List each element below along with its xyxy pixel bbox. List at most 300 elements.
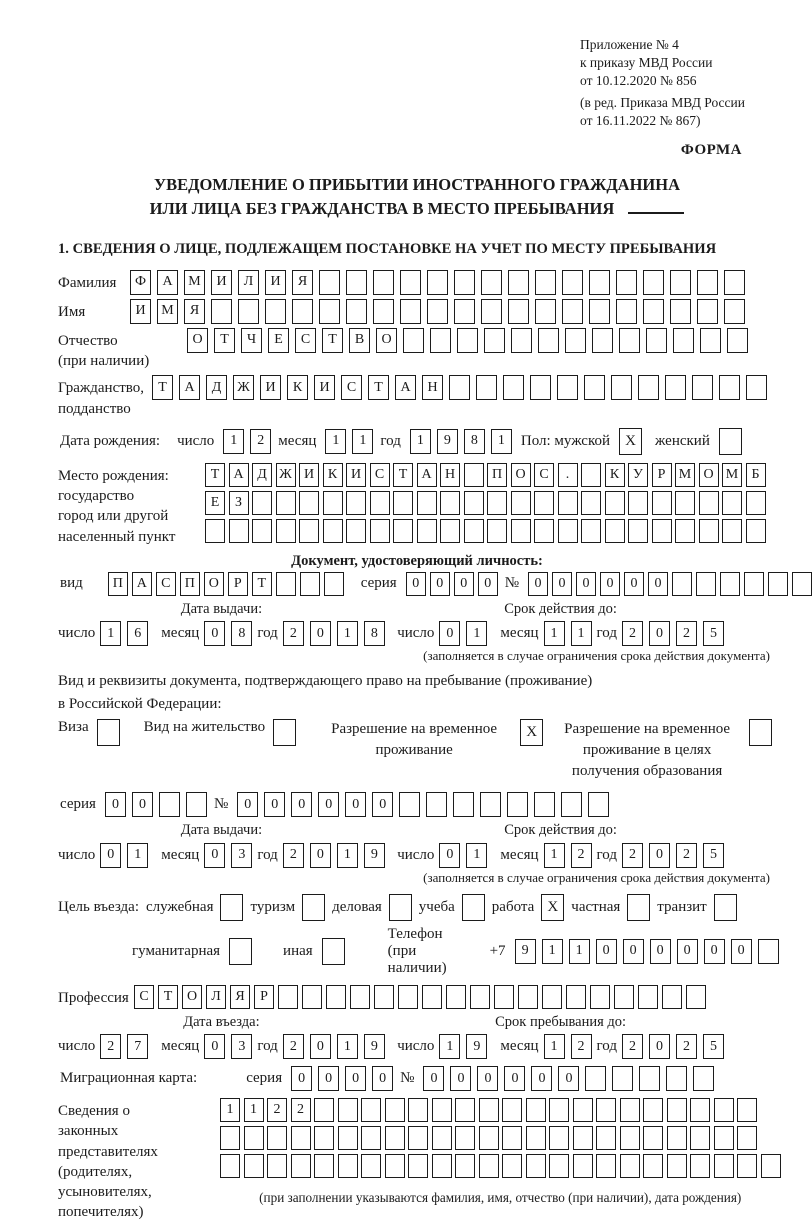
given-name-char-box[interactable] xyxy=(211,299,232,324)
migration-number-box[interactable] xyxy=(693,1066,714,1091)
sex-female-box[interactable] xyxy=(719,428,742,455)
birth-place-char-box[interactable]: . xyxy=(558,463,578,487)
phone-digit-box[interactable]: 0 xyxy=(596,939,617,964)
profession-char-box[interactable]: Т xyxy=(158,985,178,1009)
patronymic-char-box[interactable] xyxy=(538,328,559,353)
phone-digit-box[interactable]: 0 xyxy=(677,939,698,964)
birth-place-char-box[interactable] xyxy=(558,491,578,515)
issue-year-box[interactable]: 8 xyxy=(364,621,385,646)
citizenship-char-box[interactable] xyxy=(503,375,524,400)
birth-place-char-box[interactable] xyxy=(323,491,343,515)
doc-kind-char-box[interactable]: Р xyxy=(228,572,248,596)
representatives-char-box[interactable] xyxy=(620,1126,640,1150)
profession-char-box[interactable] xyxy=(350,985,370,1009)
birth-place-char-box[interactable] xyxy=(252,491,272,515)
residence-number-box[interactable]: 0 xyxy=(237,792,258,817)
representatives-char-box[interactable] xyxy=(502,1098,522,1122)
surname-char-box[interactable] xyxy=(697,270,718,295)
birth-place-char-box[interactable] xyxy=(346,491,366,515)
birth-place-char-box[interactable] xyxy=(511,491,531,515)
surname-char-box[interactable] xyxy=(319,270,340,295)
valid-year-box[interactable]: 2 xyxy=(622,621,643,646)
birth-place-char-box[interactable] xyxy=(628,519,648,543)
residence-valid-month-box[interactable]: 2 xyxy=(571,843,592,868)
residence-valid-year-box[interactable]: 5 xyxy=(703,843,724,868)
residence-number-box[interactable]: 0 xyxy=(264,792,285,817)
entry-year-box[interactable]: 9 xyxy=(364,1034,385,1059)
migration-number-box[interactable]: 0 xyxy=(477,1066,498,1091)
migration-number-box[interactable] xyxy=(585,1066,606,1091)
birth-place-char-box[interactable]: У xyxy=(628,463,648,487)
representatives-char-box[interactable] xyxy=(737,1098,757,1122)
representatives-char-box[interactable] xyxy=(455,1126,475,1150)
entry-month-box[interactable]: 3 xyxy=(231,1034,252,1059)
birth-place-char-box[interactable]: Р xyxy=(652,463,672,487)
given-name-char-box[interactable]: Я xyxy=(184,299,205,324)
representatives-char-box[interactable] xyxy=(502,1154,522,1178)
residence-number-box[interactable]: 0 xyxy=(345,792,366,817)
sex-male-box[interactable]: X xyxy=(619,428,642,455)
patronymic-char-box[interactable] xyxy=(403,328,424,353)
surname-char-box[interactable] xyxy=(481,270,502,295)
residence-permit-box[interactable] xyxy=(273,719,296,746)
given-name-char-box[interactable] xyxy=(373,299,394,324)
representatives-char-box[interactable] xyxy=(338,1126,358,1150)
temp-residence-edu-box[interactable] xyxy=(749,719,772,746)
representatives-char-box[interactable] xyxy=(314,1126,334,1150)
birth-place-char-box[interactable] xyxy=(276,519,296,543)
migration-number-box[interactable] xyxy=(666,1066,687,1091)
profession-char-box[interactable] xyxy=(278,985,298,1009)
birth-place-char-box[interactable] xyxy=(487,519,507,543)
doc-kind-char-box[interactable] xyxy=(324,572,344,596)
representatives-char-box[interactable] xyxy=(714,1154,734,1178)
birth-place-char-box[interactable]: А xyxy=(229,463,249,487)
representatives-char-box[interactable] xyxy=(596,1154,616,1178)
citizenship-char-box[interactable] xyxy=(638,375,659,400)
representatives-char-box[interactable] xyxy=(408,1154,428,1178)
stay-year-box[interactable]: 5 xyxy=(703,1034,724,1059)
residence-issue-year-box[interactable]: 2 xyxy=(283,843,304,868)
entry-year-box[interactable]: 2 xyxy=(283,1034,304,1059)
migration-series-box[interactable]: 0 xyxy=(291,1066,312,1091)
purpose-tourism-box[interactable] xyxy=(302,894,325,921)
representatives-char-box[interactable] xyxy=(620,1154,640,1178)
residence-number-box[interactable]: 0 xyxy=(372,792,393,817)
representatives-char-box[interactable] xyxy=(714,1098,734,1122)
doc-number-box[interactable] xyxy=(792,572,812,596)
birth-place-char-box[interactable]: Д xyxy=(252,463,272,487)
representatives-char-box[interactable] xyxy=(667,1126,687,1150)
representatives-char-box[interactable] xyxy=(620,1098,640,1122)
residence-number-box[interactable] xyxy=(480,792,501,817)
issue-year-box[interactable]: 0 xyxy=(310,621,331,646)
citizenship-char-box[interactable] xyxy=(719,375,740,400)
residence-series-box[interactable] xyxy=(159,792,180,817)
issue-day-box[interactable]: 1 xyxy=(100,621,121,646)
birth-place-char-box[interactable] xyxy=(229,519,249,543)
representatives-char-box[interactable] xyxy=(244,1126,264,1150)
birth-place-char-box[interactable] xyxy=(722,519,742,543)
residence-issue-month-box[interactable]: 0 xyxy=(204,843,225,868)
valid-year-box[interactable]: 2 xyxy=(676,621,697,646)
representatives-char-box[interactable] xyxy=(643,1154,663,1178)
birth-place-char-box[interactable] xyxy=(417,519,437,543)
doc-series-box[interactable]: 0 xyxy=(406,572,426,596)
entry-month-box[interactable]: 0 xyxy=(204,1034,225,1059)
patronymic-char-box[interactable] xyxy=(646,328,667,353)
birth-place-char-box[interactable] xyxy=(323,519,343,543)
profession-char-box[interactable] xyxy=(614,985,634,1009)
valid-year-box[interactable]: 0 xyxy=(649,621,670,646)
given-name-char-box[interactable] xyxy=(616,299,637,324)
birth-place-char-box[interactable] xyxy=(605,491,625,515)
profession-char-box[interactable]: Р xyxy=(254,985,274,1009)
birth-place-char-box[interactable] xyxy=(276,491,296,515)
representatives-char-box[interactable] xyxy=(361,1126,381,1150)
representatives-char-box[interactable] xyxy=(526,1098,546,1122)
birth-place-char-box[interactable] xyxy=(652,519,672,543)
representatives-char-box[interactable] xyxy=(596,1098,616,1122)
birth-place-char-box[interactable]: Б xyxy=(746,463,766,487)
entry-day-box[interactable]: 7 xyxy=(127,1034,148,1059)
birth-place-char-box[interactable] xyxy=(605,519,625,543)
surname-char-box[interactable] xyxy=(454,270,475,295)
doc-number-box[interactable]: 0 xyxy=(624,572,644,596)
birth-place-char-box[interactable]: Т xyxy=(393,463,413,487)
citizenship-char-box[interactable]: Д xyxy=(206,375,227,400)
surname-char-box[interactable]: М xyxy=(184,270,205,295)
birth-month-box[interactable]: 1 xyxy=(352,429,373,454)
representatives-char-box[interactable] xyxy=(338,1154,358,1178)
birth-place-char-box[interactable] xyxy=(370,491,390,515)
birth-place-char-box[interactable] xyxy=(440,491,460,515)
birth-place-char-box[interactable] xyxy=(417,491,437,515)
patronymic-char-box[interactable] xyxy=(511,328,532,353)
representatives-char-box[interactable] xyxy=(690,1098,710,1122)
patronymic-char-box[interactable]: Т xyxy=(322,328,343,353)
representatives-char-box[interactable] xyxy=(667,1154,687,1178)
profession-char-box[interactable] xyxy=(470,985,490,1009)
birth-place-char-box[interactable]: И xyxy=(346,463,366,487)
patronymic-char-box[interactable] xyxy=(673,328,694,353)
birth-place-char-box[interactable] xyxy=(299,491,319,515)
representatives-char-box[interactable] xyxy=(432,1154,452,1178)
doc-number-box[interactable]: 0 xyxy=(528,572,548,596)
residence-number-box[interactable]: 0 xyxy=(318,792,339,817)
birth-place-char-box[interactable]: Ж xyxy=(276,463,296,487)
migration-series-box[interactable]: 0 xyxy=(372,1066,393,1091)
representatives-char-box[interactable] xyxy=(573,1098,593,1122)
birth-place-char-box[interactable] xyxy=(487,491,507,515)
migration-number-box[interactable]: 0 xyxy=(450,1066,471,1091)
surname-char-box[interactable]: И xyxy=(211,270,232,295)
birth-place-char-box[interactable] xyxy=(393,519,413,543)
migration-number-box[interactable]: 0 xyxy=(423,1066,444,1091)
issue-year-box[interactable]: 2 xyxy=(283,621,304,646)
entry-day-box[interactable]: 2 xyxy=(100,1034,121,1059)
birth-place-char-box[interactable]: П xyxy=(487,463,507,487)
surname-char-box[interactable] xyxy=(508,270,529,295)
stay-year-box[interactable]: 2 xyxy=(676,1034,697,1059)
doc-number-box[interactable] xyxy=(720,572,740,596)
residence-valid-year-box[interactable]: 2 xyxy=(676,843,697,868)
given-name-char-box[interactable] xyxy=(508,299,529,324)
residence-issue-month-box[interactable]: 3 xyxy=(231,843,252,868)
citizenship-char-box[interactable] xyxy=(692,375,713,400)
citizenship-char-box[interactable]: А xyxy=(395,375,416,400)
doc-kind-char-box[interactable]: П xyxy=(108,572,128,596)
patronymic-char-box[interactable] xyxy=(430,328,451,353)
birth-place-char-box[interactable] xyxy=(746,519,766,543)
phone-digit-box[interactable]: 0 xyxy=(650,939,671,964)
birth-place-char-box[interactable] xyxy=(511,519,531,543)
surname-char-box[interactable] xyxy=(589,270,610,295)
profession-char-box[interactable] xyxy=(494,985,514,1009)
patronymic-char-box[interactable] xyxy=(484,328,505,353)
representatives-char-box[interactable] xyxy=(314,1098,334,1122)
valid-day-box[interactable]: 0 xyxy=(439,621,460,646)
birth-place-char-box[interactable] xyxy=(393,491,413,515)
representatives-char-box[interactable] xyxy=(643,1126,663,1150)
migration-series-box[interactable]: 0 xyxy=(345,1066,366,1091)
birth-month-box[interactable]: 1 xyxy=(325,429,346,454)
profession-char-box[interactable]: С xyxy=(134,985,154,1009)
residence-valid-year-box[interactable]: 0 xyxy=(649,843,670,868)
purpose-business-box[interactable] xyxy=(389,894,412,921)
birth-place-char-box[interactable] xyxy=(652,491,672,515)
birth-year-box[interactable]: 8 xyxy=(464,429,485,454)
representatives-char-box[interactable] xyxy=(291,1126,311,1150)
issue-year-box[interactable]: 1 xyxy=(337,621,358,646)
birth-place-char-box[interactable] xyxy=(581,491,601,515)
residence-valid-day-box[interactable]: 0 xyxy=(439,843,460,868)
residence-issue-day-box[interactable]: 0 xyxy=(100,843,121,868)
birth-place-char-box[interactable] xyxy=(628,491,648,515)
doc-number-box[interactable]: 0 xyxy=(576,572,596,596)
residence-valid-month-box[interactable]: 1 xyxy=(544,843,565,868)
residence-valid-year-box[interactable]: 2 xyxy=(622,843,643,868)
purpose-study-box[interactable] xyxy=(462,894,485,921)
representatives-char-box[interactable] xyxy=(361,1098,381,1122)
birth-place-char-box[interactable]: Н xyxy=(440,463,460,487)
surname-char-box[interactable]: Ф xyxy=(130,270,151,295)
birth-place-char-box[interactable] xyxy=(534,491,554,515)
citizenship-char-box[interactable] xyxy=(530,375,551,400)
representatives-char-box[interactable] xyxy=(690,1154,710,1178)
profession-char-box[interactable] xyxy=(398,985,418,1009)
birth-place-char-box[interactable] xyxy=(699,491,719,515)
stay-day-box[interactable]: 1 xyxy=(439,1034,460,1059)
residence-issue-year-box[interactable]: 1 xyxy=(337,843,358,868)
surname-char-box[interactable] xyxy=(373,270,394,295)
citizenship-char-box[interactable]: Ж xyxy=(233,375,254,400)
doc-kind-char-box[interactable]: Т xyxy=(252,572,272,596)
representatives-char-box[interactable] xyxy=(432,1098,452,1122)
birth-place-char-box[interactable] xyxy=(464,463,484,487)
representatives-char-box[interactable] xyxy=(385,1098,405,1122)
birth-place-char-box[interactable] xyxy=(346,519,366,543)
migration-number-box[interactable]: 0 xyxy=(531,1066,552,1091)
given-name-char-box[interactable]: М xyxy=(157,299,178,324)
representatives-char-box[interactable] xyxy=(526,1126,546,1150)
surname-char-box[interactable] xyxy=(724,270,745,295)
patronymic-char-box[interactable]: С xyxy=(295,328,316,353)
citizenship-char-box[interactable]: И xyxy=(260,375,281,400)
given-name-char-box[interactable] xyxy=(724,299,745,324)
profession-char-box[interactable] xyxy=(518,985,538,1009)
profession-char-box[interactable] xyxy=(326,985,346,1009)
representatives-char-box[interactable] xyxy=(220,1126,240,1150)
representatives-char-box[interactable] xyxy=(502,1126,522,1150)
birth-place-char-box[interactable]: М xyxy=(722,463,742,487)
doc-number-box[interactable]: 0 xyxy=(600,572,620,596)
representatives-char-box[interactable] xyxy=(690,1126,710,1150)
birth-place-char-box[interactable]: К xyxy=(605,463,625,487)
birth-place-char-box[interactable] xyxy=(464,519,484,543)
birth-place-char-box[interactable]: О xyxy=(511,463,531,487)
valid-month-box[interactable]: 1 xyxy=(544,621,565,646)
representatives-char-box[interactable] xyxy=(455,1154,475,1178)
purpose-private-box[interactable] xyxy=(627,894,650,921)
migration-number-box[interactable] xyxy=(639,1066,660,1091)
birth-place-char-box[interactable] xyxy=(722,491,742,515)
profession-char-box[interactable] xyxy=(542,985,562,1009)
doc-kind-char-box[interactable]: О xyxy=(204,572,224,596)
migration-number-box[interactable]: 0 xyxy=(558,1066,579,1091)
representatives-char-box[interactable] xyxy=(479,1126,499,1150)
stay-year-box[interactable]: 2 xyxy=(622,1034,643,1059)
representatives-char-box[interactable]: 2 xyxy=(267,1098,287,1122)
representatives-char-box[interactable] xyxy=(479,1154,499,1178)
birth-place-char-box[interactable]: И xyxy=(299,463,319,487)
representatives-char-box[interactable] xyxy=(244,1154,264,1178)
purpose-transit-box[interactable] xyxy=(714,894,737,921)
migration-series-box[interactable]: 0 xyxy=(318,1066,339,1091)
phone-digit-box[interactable]: 0 xyxy=(704,939,725,964)
representatives-char-box[interactable] xyxy=(408,1126,428,1150)
representatives-char-box[interactable] xyxy=(761,1154,781,1178)
doc-series-box[interactable]: 0 xyxy=(454,572,474,596)
residence-series-box[interactable]: 0 xyxy=(132,792,153,817)
representatives-char-box[interactable] xyxy=(596,1126,616,1150)
migration-number-box[interactable] xyxy=(612,1066,633,1091)
citizenship-char-box[interactable]: С xyxy=(341,375,362,400)
profession-char-box[interactable]: Я xyxy=(230,985,250,1009)
phone-digit-box[interactable]: 1 xyxy=(569,939,590,964)
profession-char-box[interactable] xyxy=(302,985,322,1009)
representatives-char-box[interactable] xyxy=(361,1154,381,1178)
patronymic-char-box[interactable]: Е xyxy=(268,328,289,353)
given-name-char-box[interactable] xyxy=(454,299,475,324)
surname-char-box[interactable] xyxy=(616,270,637,295)
citizenship-char-box[interactable]: Т xyxy=(152,375,173,400)
given-name-char-box[interactable] xyxy=(697,299,718,324)
representatives-char-box[interactable] xyxy=(267,1154,287,1178)
given-name-char-box[interactable]: И xyxy=(130,299,151,324)
patronymic-char-box[interactable] xyxy=(727,328,748,353)
phone-digit-box[interactable]: 1 xyxy=(542,939,563,964)
representatives-char-box[interactable] xyxy=(737,1154,757,1178)
surname-char-box[interactable]: А xyxy=(157,270,178,295)
citizenship-char-box[interactable]: А xyxy=(179,375,200,400)
patronymic-char-box[interactable] xyxy=(565,328,586,353)
birth-place-char-box[interactable] xyxy=(252,519,272,543)
residence-number-box[interactable] xyxy=(588,792,609,817)
residence-number-box[interactable] xyxy=(507,792,528,817)
surname-char-box[interactable] xyxy=(400,270,421,295)
birth-place-char-box[interactable] xyxy=(558,519,578,543)
representatives-char-box[interactable] xyxy=(408,1098,428,1122)
entry-year-box[interactable]: 1 xyxy=(337,1034,358,1059)
residence-number-box[interactable] xyxy=(399,792,420,817)
profession-char-box[interactable] xyxy=(590,985,610,1009)
patronymic-char-box[interactable]: О xyxy=(376,328,397,353)
birth-place-char-box[interactable]: З xyxy=(229,491,249,515)
doc-kind-char-box[interactable] xyxy=(276,572,296,596)
representatives-char-box[interactable] xyxy=(573,1154,593,1178)
surname-char-box[interactable]: И xyxy=(265,270,286,295)
given-name-char-box[interactable] xyxy=(292,299,313,324)
patronymic-char-box[interactable] xyxy=(700,328,721,353)
citizenship-char-box[interactable] xyxy=(584,375,605,400)
birth-place-char-box[interactable] xyxy=(581,519,601,543)
doc-kind-char-box[interactable]: С xyxy=(156,572,176,596)
given-name-char-box[interactable] xyxy=(346,299,367,324)
patronymic-char-box[interactable] xyxy=(457,328,478,353)
profession-char-box[interactable]: О xyxy=(182,985,202,1009)
birth-place-char-box[interactable]: С xyxy=(370,463,390,487)
doc-kind-char-box[interactable]: А xyxy=(132,572,152,596)
birth-place-char-box[interactable] xyxy=(370,519,390,543)
residence-issue-day-box[interactable]: 1 xyxy=(127,843,148,868)
profession-char-box[interactable] xyxy=(446,985,466,1009)
surname-char-box[interactable] xyxy=(562,270,583,295)
birth-place-char-box[interactable] xyxy=(440,519,460,543)
representatives-char-box[interactable] xyxy=(432,1126,452,1150)
citizenship-char-box[interactable] xyxy=(476,375,497,400)
representatives-char-box[interactable]: 2 xyxy=(291,1098,311,1122)
profession-char-box[interactable] xyxy=(566,985,586,1009)
citizenship-char-box[interactable]: И xyxy=(314,375,335,400)
purpose-humanitarian-box[interactable] xyxy=(229,938,252,965)
citizenship-char-box[interactable]: Н xyxy=(422,375,443,400)
birth-place-char-box[interactable] xyxy=(699,519,719,543)
stay-day-box[interactable]: 9 xyxy=(466,1034,487,1059)
given-name-char-box[interactable] xyxy=(265,299,286,324)
birth-place-char-box[interactable]: М xyxy=(675,463,695,487)
residence-number-box[interactable] xyxy=(561,792,582,817)
stay-month-box[interactable]: 1 xyxy=(544,1034,565,1059)
profession-char-box[interactable] xyxy=(422,985,442,1009)
doc-number-box[interactable] xyxy=(768,572,788,596)
given-name-char-box[interactable] xyxy=(400,299,421,324)
stay-month-box[interactable]: 2 xyxy=(571,1034,592,1059)
surname-char-box[interactable]: Я xyxy=(292,270,313,295)
birth-day-box[interactable]: 2 xyxy=(250,429,271,454)
patronymic-char-box[interactable]: Т xyxy=(214,328,235,353)
given-name-char-box[interactable] xyxy=(562,299,583,324)
birth-place-char-box[interactable]: С xyxy=(534,463,554,487)
residence-number-box[interactable] xyxy=(426,792,447,817)
stay-year-box[interactable]: 0 xyxy=(649,1034,670,1059)
representatives-char-box[interactable] xyxy=(549,1154,569,1178)
representatives-char-box[interactable] xyxy=(455,1098,475,1122)
doc-number-box[interactable]: 0 xyxy=(552,572,572,596)
doc-number-box[interactable] xyxy=(672,572,692,596)
representatives-char-box[interactable] xyxy=(220,1154,240,1178)
representatives-char-box[interactable]: 1 xyxy=(244,1098,264,1122)
